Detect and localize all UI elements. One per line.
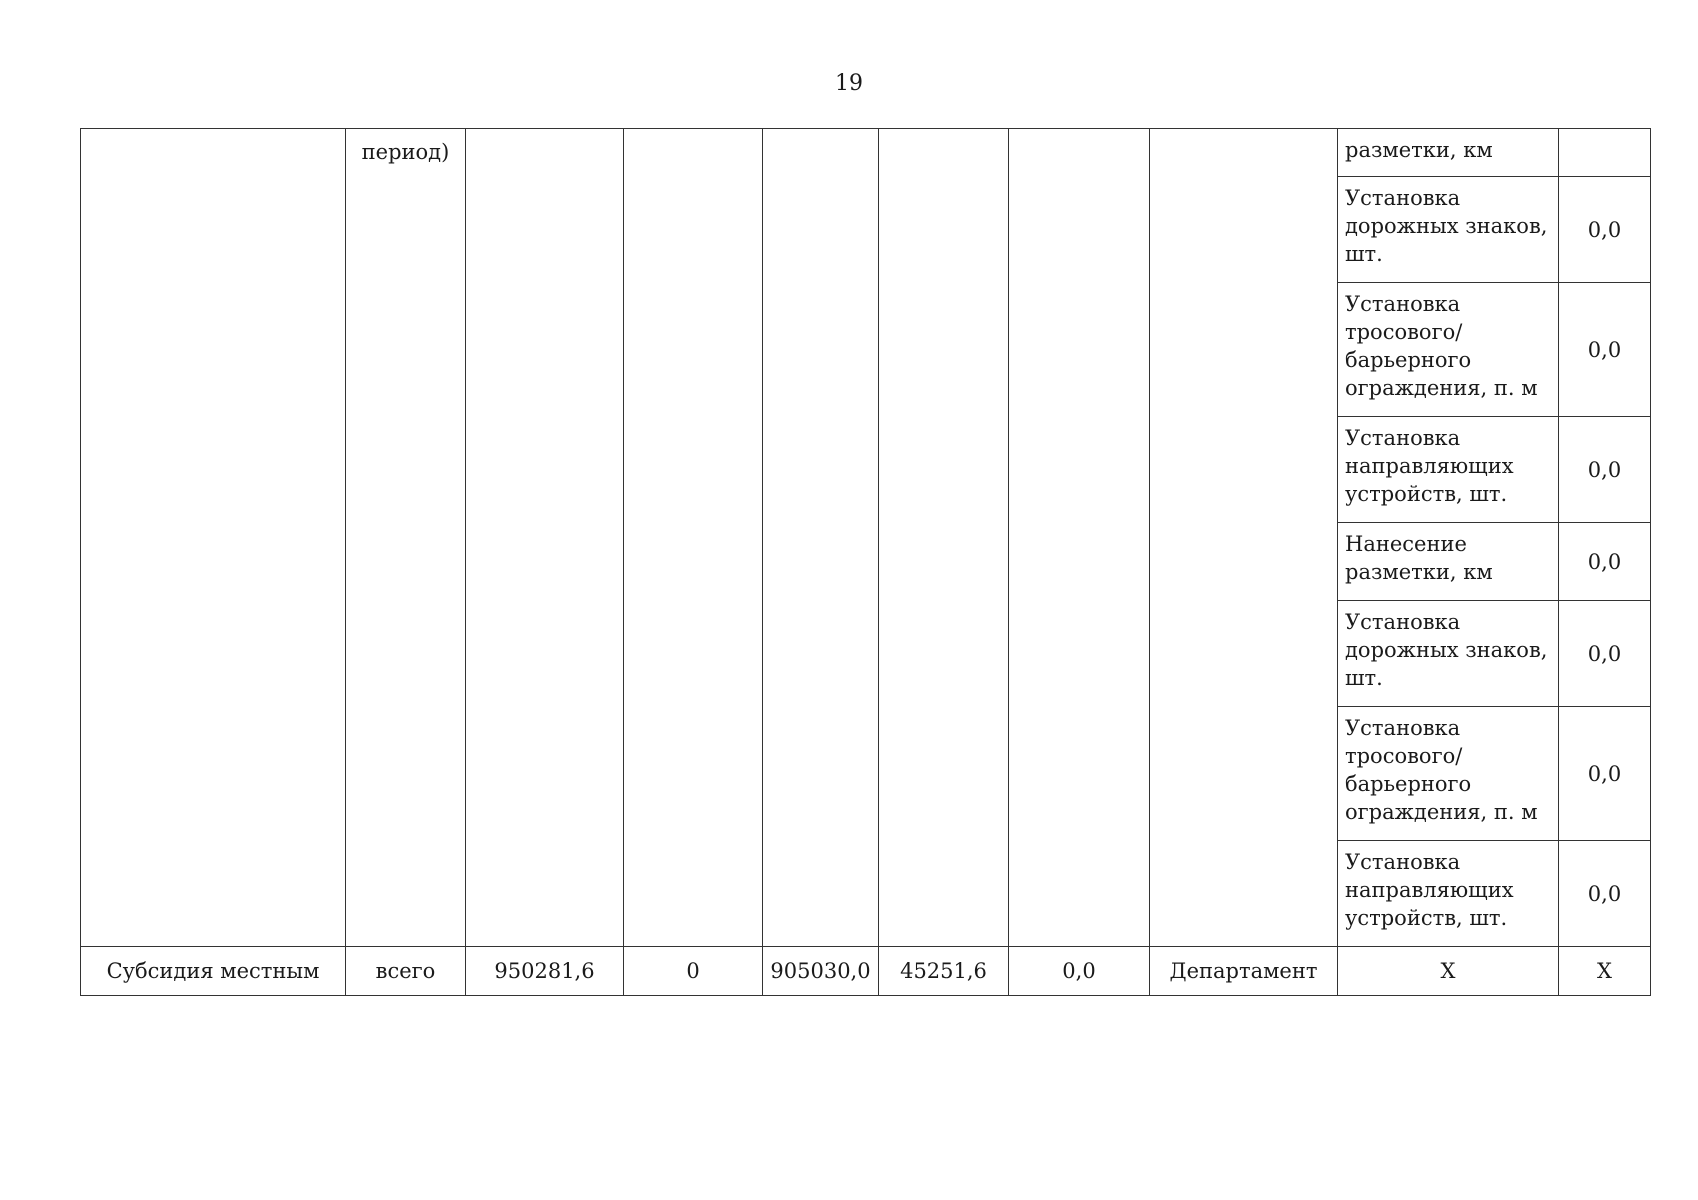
row-col7: 0,0 (1009, 947, 1150, 996)
row-col6: 45251,6 (879, 947, 1009, 996)
row-total: 950281,6 (466, 947, 624, 996)
indicator-label: Установка направляющих устройств, шт. (1338, 417, 1559, 523)
col7-cell-continued (1009, 129, 1150, 947)
row-indicator-value: Х (1559, 947, 1651, 996)
page-number: 19 (835, 71, 863, 96)
indicator-value: 0,0 (1559, 841, 1651, 947)
col5-cell-continued (763, 129, 879, 947)
name-cell-continued (81, 129, 346, 947)
indicator-value: 0,0 (1559, 523, 1651, 601)
period-cell-continued (346, 129, 466, 947)
row-name: Субсидия местным (81, 947, 346, 996)
program-table (80, 128, 1651, 996)
row-period: всего (346, 947, 466, 996)
indicator-value: 0,0 (1559, 417, 1651, 523)
indicator-value: 0,0 (1559, 283, 1651, 417)
table-row (81, 129, 1651, 177)
indicator-label: Установка дорожных знаков, шт. (1338, 601, 1559, 707)
row-col4: 0 (624, 947, 763, 996)
col4-cell-continued (624, 129, 763, 947)
total-cell-continued (466, 129, 624, 947)
indicator-value (1559, 129, 1651, 177)
period-text: период) (361, 140, 450, 164)
indicator-value: 0,0 (1559, 707, 1651, 841)
col6-cell-continued (879, 129, 1009, 947)
indicator-value: 0,0 (1559, 601, 1651, 707)
indicator-label: разметки, км (1338, 129, 1559, 177)
indicator-label: Нанесение разметки, км (1338, 523, 1559, 601)
indicator-value: 0,0 (1559, 177, 1651, 283)
row-col5: 905030,0 (763, 947, 879, 996)
indicator-label: Установка тросового/ барьерного ограждения, п. м (1338, 707, 1559, 841)
table-row-subsidy (81, 947, 1651, 996)
indicator-label: Установка направляющих устройств, шт. (1338, 841, 1559, 947)
row-indicator: Х (1338, 947, 1559, 996)
indicator-label: Установка тросового/ барьерного ограждения, п. м (1338, 283, 1559, 417)
indicator-label: Установка дорожных знаков, шт. (1338, 177, 1559, 283)
executor-cell-continued (1150, 129, 1338, 947)
row-executor: Департамент (1150, 947, 1338, 996)
